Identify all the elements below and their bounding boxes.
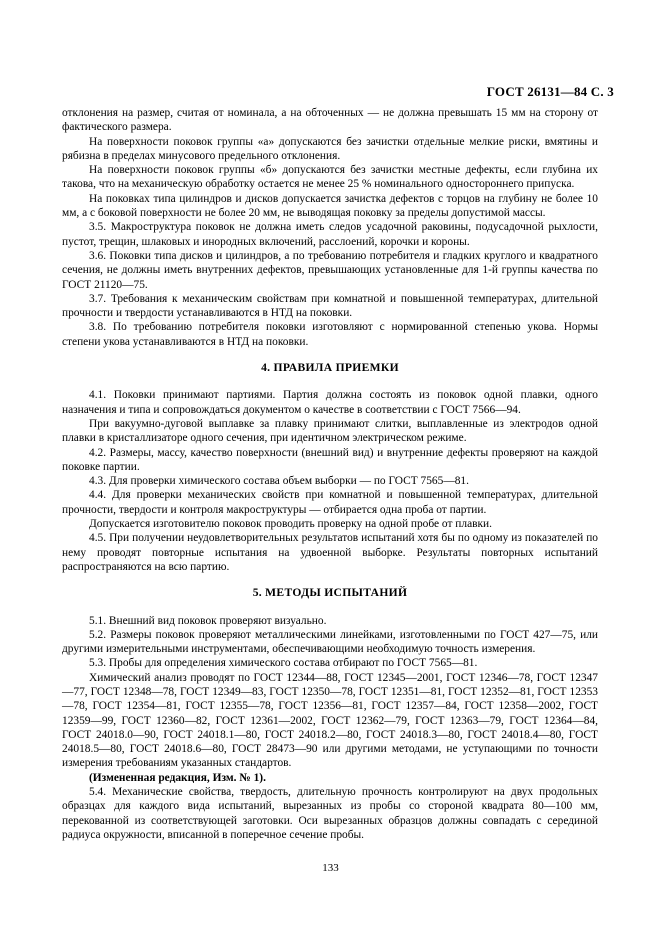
paragraph: Допускается изготовителю поковок проводить проверку на одной пробе от плавки. xyxy=(89,518,492,531)
paragraph-4-2: 4.2. Размеры, массу, качество поверхности (внешний вид) и внутренние дефекты проверяют на каждой поковке партии. xyxy=(62,446,598,473)
paragraph: На поверхности поковок группы «а» допускаются без зачистки отдельные мелкие риски, вмятины и рябизна в пределах минусового предельного отклонения. xyxy=(62,135,598,162)
paragraph-3-6: 3.6. Поковки типа дисков и цилиндров, а по требованию потребителя и гладких круглого и квадратного сечения, не должны иметь внутренних дефектов, превышающих установленные для 1-й группы качества по ГОСТ 21120—75. xyxy=(62,249,598,291)
paragraph-4-1: 4.1. Поковки принимают партиями. Партия должна состоять из поковок одной плавки, одного назначения и типа и сопровождаться документом о качестве в соответствии с ГОСТ 7566—94. xyxy=(62,389,598,416)
paragraph-4-3: 4.3. Для проверки химического состава объем выборки — по ГОСТ 7565—81. xyxy=(89,475,469,488)
paragraph-4-4: 4.4. Для проверки механических свойств при комнатной и повышенной температурах, длительной прочности, твердости и контроля макроструктуры — отбирается одна проба от партии. xyxy=(62,489,598,516)
section-4-heading: 4. ПРАВИЛА ПРИЕМКИ xyxy=(261,361,399,375)
document-body xyxy=(62,106,598,842)
paragraph: На поверхности поковок группы «б» допускаются без зачистки местные дефекты, если глубина их такова, что на механическую обработку остается не менее 25 % номинального одностороннего припуска. xyxy=(62,164,598,191)
page-header: ГОСТ 26131—84 С. 3 xyxy=(486,84,614,99)
paragraph-5-2: 5.2. Размеры поковок проверяют металлическими линейками, изготовленными по ГОСТ 427—75, или другими измерительными инструментами, обеспечивающими необходимую точность измерения. xyxy=(62,628,598,656)
paragraph: При вакуумно-дуговой выплавке за плавку принимают слитки, выплавленные из электродов одной плавки в кристаллизаторе одного сечения, при идентичном электрическом режиме. xyxy=(62,417,598,445)
amendment-note: (Измененная редакция, Изм. № 1). xyxy=(89,771,266,784)
paragraph-5-3: 5.3. Пробы для определения химического состава отбирают по ГОСТ 7565—81. xyxy=(89,657,478,670)
paragraph-5-4: 5.4. Механические свойства, твердость, длительную прочность контролируют на двух продольных образцах для каждого вида испытаний, вырезанных из пробы со стороной квадрата 80—100 мм, перекованной из соответствующей заготовки. Оси вырезанных образцов должны совпадать с серединой радиуса окружности, вписанной в поперечное сечение пробы. xyxy=(62,786,598,841)
section-5-heading: 5. МЕТОДЫ ИСПЫТАНИЙ xyxy=(252,586,408,600)
paragraph: На поковках типа цилиндров и дисков допускается зачистка дефектов с торцов на глубину не более 10 мм, а с боковой поверхности не более 20 мм, не выводящая поковку за пределы допустимой массы. xyxy=(62,192,598,220)
paragraph-3-8: 3.8. По требованию потребителя поковки изготовляют с нормированной степенью укова. Нормы степени укова устанавливаются в НТД на поковки. xyxy=(62,321,598,348)
paragraph: отклонения на размер, считая от номинала, а на обточенных — не должна превышать 15 мм на сторону от фактического размера. xyxy=(62,107,598,134)
paragraph-5-1: 5.1. Внешний вид поковок проверяют визуально. xyxy=(89,614,327,627)
paragraph-3-5: 3.5. Макроструктура поковок не должна иметь следов усадочной раковины, подусадочной рыхлости, пустот, трещин, шлаковых и инородных включений, расслоений, корочки и короны. xyxy=(62,221,598,248)
paragraph-3-7: 3.7. Требования к механическим свойствам при комнатной и повышенной температурах, длительной прочности и твердости устанавливаются в НТД на поковки. xyxy=(62,292,598,320)
page-number: 133 xyxy=(322,862,339,874)
paragraph-4-5: 4.5. При получении неудовлетворительных результатов испытаний хотя бы по одному из показателей по нему проводят повторные испытания на удвоенной выборке. Результаты повторных испытаний распространяются на всю партию. xyxy=(62,532,598,573)
paragraph: Химический анализ проводят по ГОСТ 12344—88, ГОСТ 12345—2001, ГОСТ 12346—78, ГОСТ 12347—77, ГОСТ 12348—78, ГОСТ 12349—83, ГОСТ 12350—78, ГОСТ 12351—81, ГОСТ 12352—81, ГОСТ 12353—78, ГОСТ 12354—81, ГОСТ 12355—78, ГОСТ 12356—81, ГОСТ 12357—84, ГОСТ 12358—2002, ГОСТ 12359—99, ГОСТ 12360—82, ГОСТ 12361—2002, ГОСТ 12362—79, ГОСТ 12363—79, ГОСТ 12364—84, ГОСТ 24018.0—90, ГОСТ 24018.1—80, ГОСТ 24018.2—80, ГОСТ 24018.3—80, ГОСТ 24018.4—80, ГОСТ 24018.5—80, ГОСТ 24018.6—80, ГОСТ 28473—90 или другими методами, не уступающими по точности измерения требованиям указанных стандартов. xyxy=(62,671,598,770)
